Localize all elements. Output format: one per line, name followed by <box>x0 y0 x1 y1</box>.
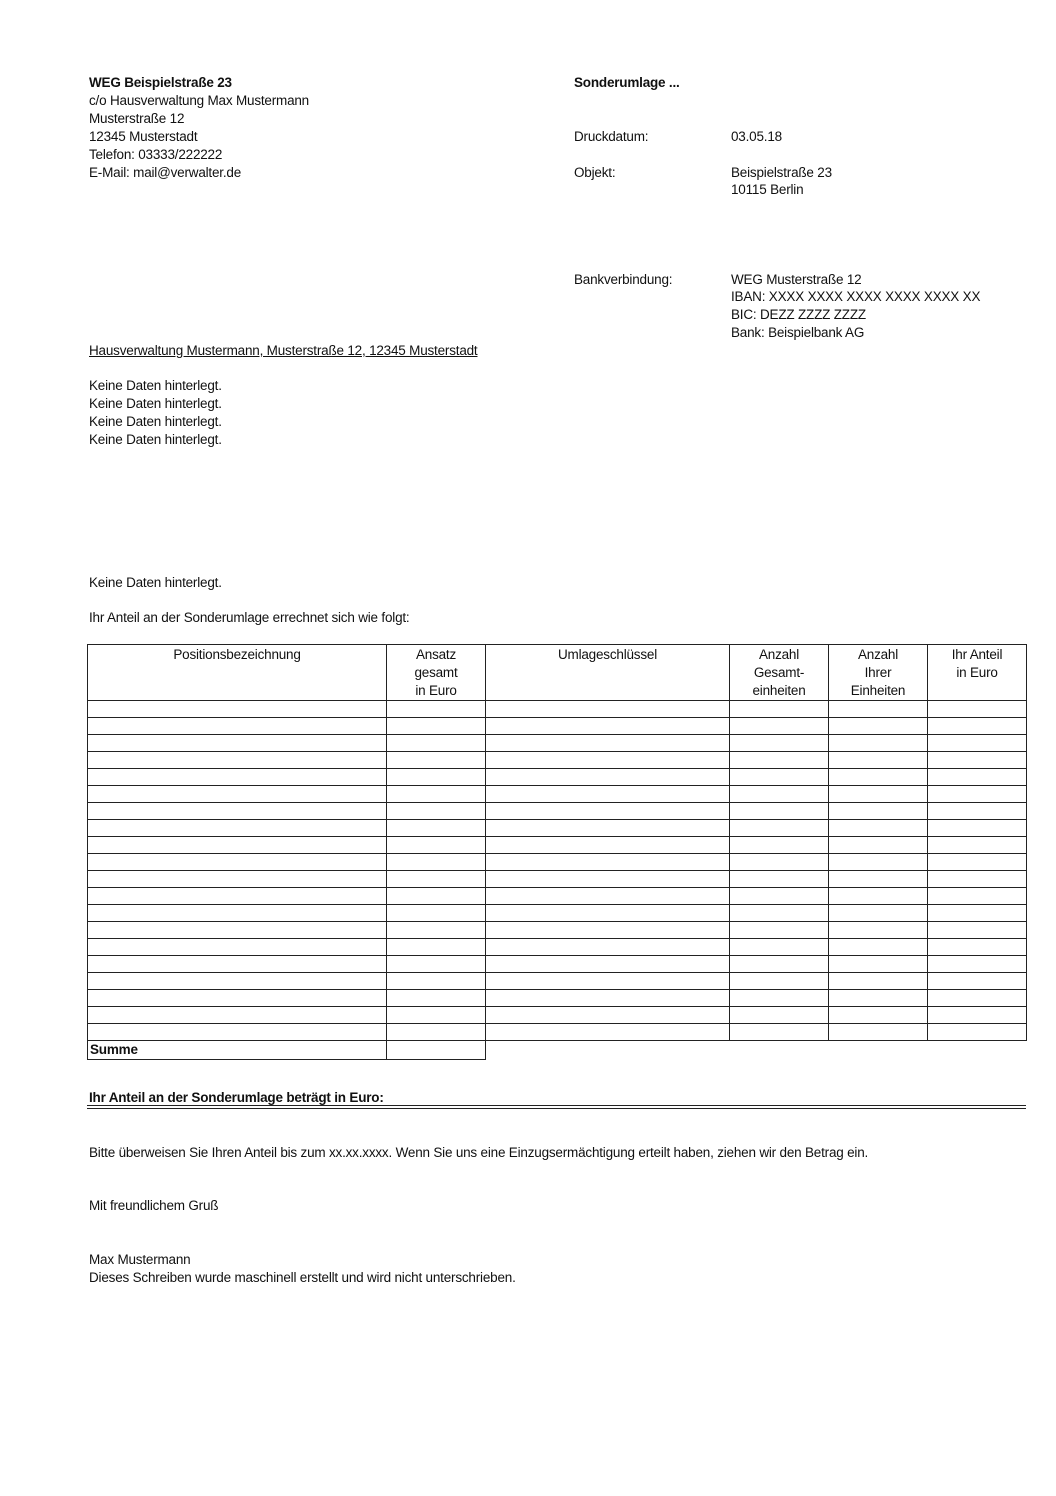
table-cell <box>730 956 829 973</box>
empty-cell <box>928 1041 1027 1060</box>
table-cell <box>387 752 486 769</box>
table-row <box>88 786 1027 803</box>
table-cell <box>486 990 730 1007</box>
salutation: Keine Daten hinterlegt. <box>89 575 222 590</box>
table-cell <box>928 837 1027 854</box>
table-cell <box>730 854 829 871</box>
table-row <box>88 820 1027 837</box>
table-cell <box>829 803 928 820</box>
payment-text: Bitte überweisen Sie Ihren Anteil bis zum xx.xx.xxxx. Wenn Sie uns eine Einzugsermächtigung erteilt haben, ziehen wir den Betrag ein. <box>89 1145 869 1160</box>
table-cell <box>928 752 1027 769</box>
table-cell <box>928 956 1027 973</box>
table-cell <box>88 956 387 973</box>
table-cell <box>88 701 387 718</box>
table-cell <box>928 871 1027 888</box>
table-cell <box>730 990 829 1007</box>
share-label: Ihr Anteil an der Sonderumlage beträgt in Euro: <box>89 1090 384 1105</box>
table-row <box>88 905 1027 922</box>
table-cell <box>730 922 829 939</box>
table-row <box>88 735 1027 752</box>
table-row <box>88 973 1027 990</box>
table-row <box>88 956 1027 973</box>
table-cell <box>730 735 829 752</box>
table-cell <box>387 888 486 905</box>
druckdatum-value: 03.05.18 <box>731 129 782 144</box>
table-cell <box>486 701 730 718</box>
table-cell <box>928 888 1027 905</box>
table-cell <box>387 1024 486 1041</box>
empty-cell <box>829 1041 928 1060</box>
table-cell <box>928 769 1027 786</box>
table-row <box>88 837 1027 854</box>
table-row <box>88 888 1027 905</box>
table-row <box>88 990 1027 1007</box>
column-header-line: Ihr Anteil <box>951 647 1003 662</box>
table-cell <box>829 888 928 905</box>
sender-line: Telefon: 03333/222222 <box>89 147 223 162</box>
table-cell <box>88 973 387 990</box>
table-cell <box>88 786 387 803</box>
table-cell <box>486 871 730 888</box>
table-cell <box>88 837 387 854</box>
table-cell <box>730 888 829 905</box>
allocation-table <box>87 644 1027 1060</box>
table-row <box>88 871 1027 888</box>
table-cell <box>486 939 730 956</box>
table-cell <box>387 871 486 888</box>
table-cell <box>829 854 928 871</box>
table-cell <box>387 1007 486 1024</box>
table-cell <box>730 803 829 820</box>
closing: Mit freundlichem Gruß <box>89 1198 219 1213</box>
column-header-line: Positionsbezeichnung <box>173 647 301 662</box>
table-cell <box>88 735 387 752</box>
table-cell <box>829 1007 928 1024</box>
empty-cell <box>730 1041 829 1060</box>
table-cell <box>387 956 486 973</box>
table-cell <box>829 735 928 752</box>
table-cell <box>88 922 387 939</box>
empty-cell <box>486 1041 730 1060</box>
table-cell <box>829 786 928 803</box>
table-cell <box>829 701 928 718</box>
table-cell <box>387 973 486 990</box>
table-cell <box>829 837 928 854</box>
double-rule <box>87 1105 1026 1109</box>
sum-value <box>387 1041 486 1060</box>
bank-label: Bankverbindung: <box>574 272 673 287</box>
bank-line: Bank: Beispielbank AG <box>731 325 865 340</box>
table-cell <box>88 752 387 769</box>
table-cell <box>387 990 486 1007</box>
table-cell <box>88 990 387 1007</box>
table-cell <box>928 1024 1027 1041</box>
table-cell <box>387 803 486 820</box>
table-cell <box>730 871 829 888</box>
sender-line: c/o Hausverwaltung Max Mustermann <box>89 93 309 108</box>
column-header-line: Ihrer <box>864 665 892 680</box>
table-cell <box>486 956 730 973</box>
column-header-line: in Euro <box>415 683 457 698</box>
table-cell <box>486 837 730 854</box>
table-cell <box>88 871 387 888</box>
table-cell <box>928 905 1027 922</box>
table-cell <box>829 956 928 973</box>
objekt-line: Beispielstraße 23 <box>731 165 832 180</box>
column-header <box>387 645 486 701</box>
table-cell <box>829 939 928 956</box>
table-cell <box>730 1007 829 1024</box>
table-cell <box>829 769 928 786</box>
sender-line: Musterstraße 12 <box>89 111 185 126</box>
column-header-line: einheiten <box>752 683 806 698</box>
table-cell <box>928 939 1027 956</box>
column-header-line: Anzahl <box>758 647 800 662</box>
table-cell <box>829 973 928 990</box>
table-cell <box>730 973 829 990</box>
table-cell <box>88 1007 387 1024</box>
machine-note: Dieses Schreiben wurde maschinell erstellt und wird nicht unterschrieben. <box>89 1270 516 1285</box>
table-cell <box>829 718 928 735</box>
bank-line: WEG Musterstraße 12 <box>731 272 862 287</box>
table-cell <box>387 735 486 752</box>
table-cell <box>387 939 486 956</box>
table-cell <box>730 939 829 956</box>
table-cell <box>928 803 1027 820</box>
table-cell <box>928 990 1027 1007</box>
table-cell <box>88 718 387 735</box>
table-cell <box>928 718 1027 735</box>
bank-line: IBAN: XXXX XXXX XXXX XXXX XXXX XX <box>731 289 981 304</box>
table-cell <box>88 1024 387 1041</box>
table-cell <box>829 990 928 1007</box>
table-cell <box>387 854 486 871</box>
table-cell <box>88 939 387 956</box>
table-cell <box>730 837 829 854</box>
column-header-line: Umlageschlüssel <box>557 647 658 662</box>
table-cell <box>928 973 1027 990</box>
column-header-line: in Euro <box>956 665 998 680</box>
table-cell <box>829 820 928 837</box>
table-cell <box>730 786 829 803</box>
table-cell <box>486 888 730 905</box>
table-cell <box>88 854 387 871</box>
table-cell <box>928 922 1027 939</box>
signer-name: Max Mustermann <box>89 1252 191 1267</box>
table-cell <box>486 1007 730 1024</box>
table-header-row <box>88 645 1027 701</box>
table-cell <box>730 769 829 786</box>
objekt-label: Objekt: <box>574 165 616 180</box>
table-cell <box>928 820 1027 837</box>
table-row <box>88 769 1027 786</box>
table-cell <box>387 701 486 718</box>
table-cell <box>928 735 1027 752</box>
column-header <box>829 645 928 701</box>
recipient-line: Keine Daten hinterlegt. <box>89 396 222 411</box>
table-row <box>88 718 1027 735</box>
table-cell <box>486 769 730 786</box>
druckdatum-label: Druckdatum: <box>574 129 649 144</box>
table-cell <box>88 888 387 905</box>
table-row <box>88 803 1027 820</box>
table-cell <box>88 803 387 820</box>
table-cell <box>387 837 486 854</box>
table-cell <box>486 854 730 871</box>
table-cell <box>829 1024 928 1041</box>
table-cell <box>730 905 829 922</box>
table-cell <box>387 718 486 735</box>
table-cell <box>88 905 387 922</box>
table-cell <box>486 718 730 735</box>
recipient-line: Keine Daten hinterlegt. <box>89 432 222 447</box>
table-cell <box>486 973 730 990</box>
table-cell <box>829 905 928 922</box>
recipient-line: Keine Daten hinterlegt. <box>89 378 222 393</box>
table-cell <box>387 922 486 939</box>
table-cell <box>486 803 730 820</box>
sender-line: E-Mail: mail@verwalter.de <box>89 165 241 180</box>
table-cell <box>387 820 486 837</box>
column-header-line: Gesamt- <box>753 665 805 680</box>
table-row <box>88 939 1027 956</box>
table-cell <box>88 769 387 786</box>
return-address: Hausverwaltung Mustermann, Musterstraße 12, 12345 Musterstadt <box>89 343 478 358</box>
table-cell <box>486 1024 730 1041</box>
sender-line: 12345 Musterstadt <box>89 129 198 144</box>
table-cell <box>730 820 829 837</box>
recipient-line: Keine Daten hinterlegt. <box>89 414 222 429</box>
table-cell <box>730 718 829 735</box>
column-header-line: gesamt <box>414 665 458 680</box>
table-row <box>88 701 1027 718</box>
column-header <box>88 645 387 701</box>
table-cell <box>387 905 486 922</box>
table-row <box>88 1024 1027 1041</box>
sum-label: Summe <box>88 1041 387 1060</box>
sum-row <box>88 1041 1027 1060</box>
column-header <box>730 645 829 701</box>
column-header-line: Anzahl <box>857 647 899 662</box>
table-cell <box>387 786 486 803</box>
table-cell <box>928 701 1027 718</box>
table-cell <box>486 922 730 939</box>
column-header-line: Einheiten <box>850 683 906 698</box>
table-cell <box>387 769 486 786</box>
column-header <box>486 645 730 701</box>
intro-text: Ihr Anteil an der Sonderumlage errechnet sich wie folgt: <box>89 610 410 625</box>
table-row <box>88 922 1027 939</box>
table-cell <box>486 786 730 803</box>
sender-name: WEG Beispielstraße 23 <box>89 75 232 90</box>
table-cell <box>928 786 1027 803</box>
table-cell <box>486 735 730 752</box>
table-cell <box>829 922 928 939</box>
column-header <box>928 645 1027 701</box>
column-header-line: Ansatz <box>415 647 457 662</box>
table-cell <box>88 820 387 837</box>
table-cell <box>486 905 730 922</box>
table-cell <box>730 1024 829 1041</box>
objekt-line: 10115 Berlin <box>731 182 804 197</box>
table-cell <box>486 820 730 837</box>
bank-line: BIC: DEZZ ZZZZ ZZZZ <box>731 307 866 322</box>
table-cell <box>829 871 928 888</box>
table-row <box>88 752 1027 769</box>
table-cell <box>486 752 730 769</box>
table-cell <box>730 701 829 718</box>
table-row <box>88 1007 1027 1024</box>
document-title: Sonderumlage ... <box>574 75 680 90</box>
table-cell <box>928 854 1027 871</box>
table-row <box>88 854 1027 871</box>
table-cell <box>928 1007 1027 1024</box>
table-cell <box>829 752 928 769</box>
table-cell <box>730 752 829 769</box>
